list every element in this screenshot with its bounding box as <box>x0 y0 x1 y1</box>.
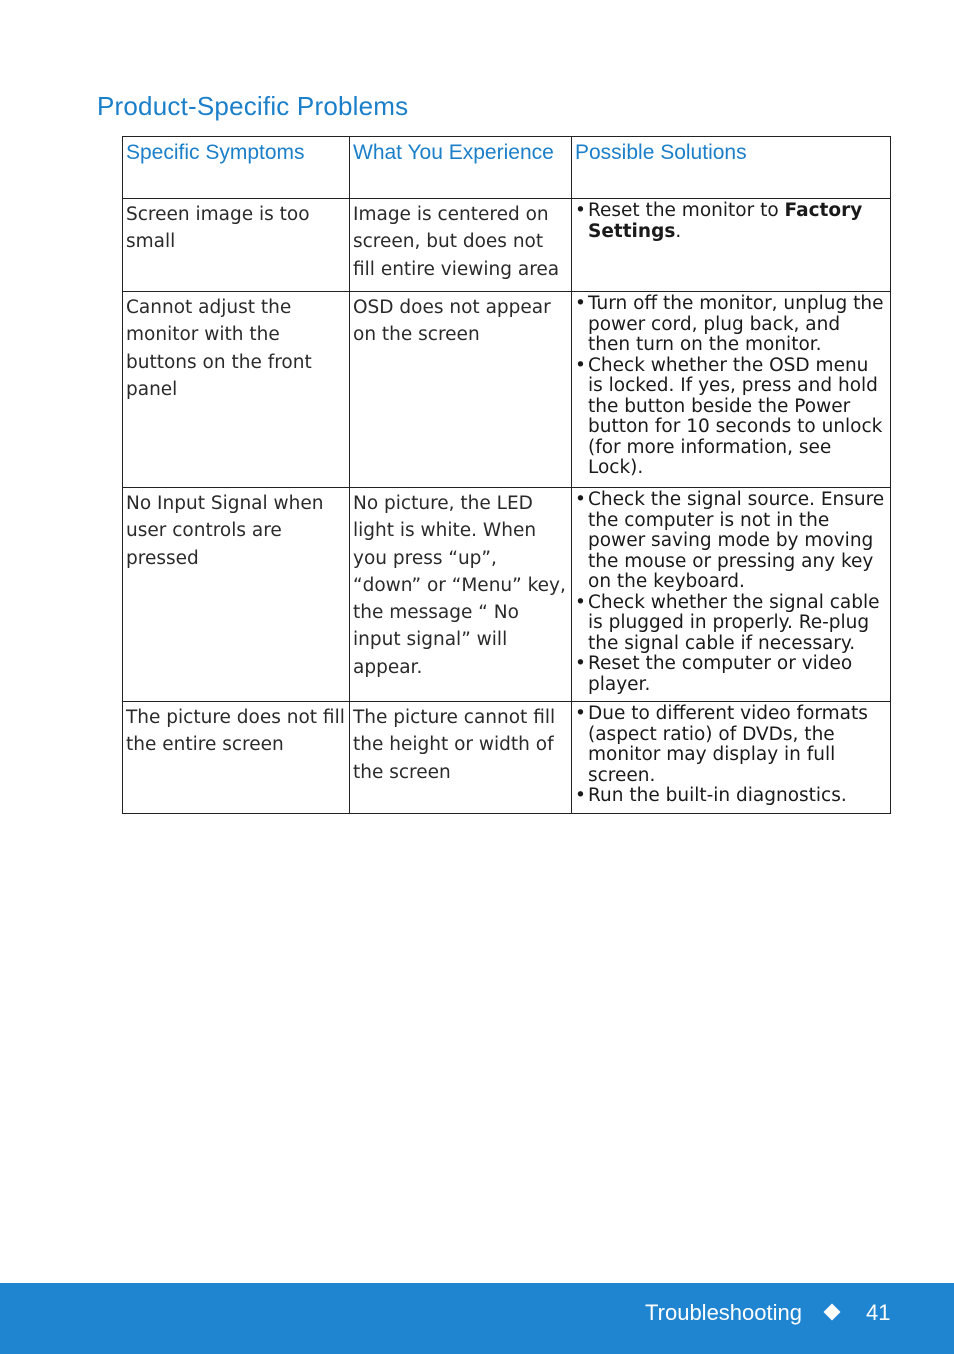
symptom-cell: Cannot adjust the monitor with the buttons on the front panel <box>123 292 350 488</box>
header-possible-solutions: Possible Solutions <box>572 137 891 199</box>
solution-text-end: . <box>675 220 682 242</box>
bullet-icon: • <box>575 591 586 613</box>
solution-text: Check whether the OSD menu is locked. If yes, press and hold the button beside the Power button for 10 seconds to unlock (for more information, see Lock). <box>588 354 883 478</box>
solution-item <box>575 356 887 479</box>
footer-section-title: Troubleshooting <box>645 1300 802 1325</box>
table-header-row <box>123 137 891 199</box>
solution-text: Reset the monitor to <box>588 200 785 221</box>
solutions-cell <box>572 199 891 292</box>
solution-text: Check whether the signal cable is plugged in properly. Re-plug the signal cable if necessary. <box>588 591 880 654</box>
bullet-icon: • <box>575 785 586 806</box>
bullet-icon: • <box>575 653 586 674</box>
symptom-cell: The picture does not fill the entire screen <box>123 702 350 814</box>
solution-text: Due to different video formats (aspect ratio) of DVDs, the monitor may display in full screen. <box>588 703 868 786</box>
experience-cell: OSD does not appear on the screen <box>350 292 572 488</box>
experience-cell: No picture, the LED light is white. When you press “up”, “down” or “Menu” key, the message “ No input signal” will appear. <box>350 488 572 702</box>
experience-cell: Image is centered on screen, but does not fill entire viewing area <box>350 199 572 292</box>
solution-text: Turn off the monitor, unplug the power cord, plug back, and then turn on the monitor. <box>588 293 884 355</box>
table-row <box>123 702 891 814</box>
footer-bar <box>0 1283 954 1354</box>
symptom-cell: Screen image is too small <box>123 199 350 292</box>
solution-emphasis: Factory Settings <box>588 200 863 242</box>
bullet-icon: • <box>575 703 586 724</box>
solution-item <box>575 294 887 356</box>
table-row <box>123 292 891 488</box>
solution-item <box>575 593 887 655</box>
bullet-icon: • <box>575 200 586 221</box>
header-specific-symptoms: Specific Symptoms <box>123 137 350 199</box>
page-number: 41 <box>866 1300 891 1325</box>
page-title: Product-Specific Problems <box>97 91 409 121</box>
solution-text: Check the signal source. Ensure the computer is not in the power saving mode by moving the mouse or pressing any key on the keyboard. <box>588 489 885 592</box>
table-row <box>123 199 891 292</box>
experience-cell: The picture cannot fill the height or width of the screen <box>350 702 572 814</box>
solutions-cell <box>572 488 891 702</box>
solution-text: Run the built-in diagnostics. <box>588 785 847 806</box>
header-what-you-experience: What You Experience <box>350 137 572 199</box>
solutions-cell <box>572 292 891 488</box>
solution-item <box>575 786 887 807</box>
solution-item <box>575 490 887 593</box>
solution-item <box>575 201 887 242</box>
bullet-icon: • <box>575 354 586 376</box>
symptom-cell: No Input Signal when user controls are pressed <box>123 488 350 702</box>
solution-text: Reset the computer or video player. <box>588 653 853 695</box>
solution-item <box>575 654 887 695</box>
table-row <box>123 488 891 702</box>
bullet-icon: • <box>575 489 586 510</box>
bullet-icon: • <box>575 293 586 314</box>
problems-table <box>122 136 891 814</box>
solution-item <box>575 704 887 786</box>
solutions-cell <box>572 702 891 814</box>
